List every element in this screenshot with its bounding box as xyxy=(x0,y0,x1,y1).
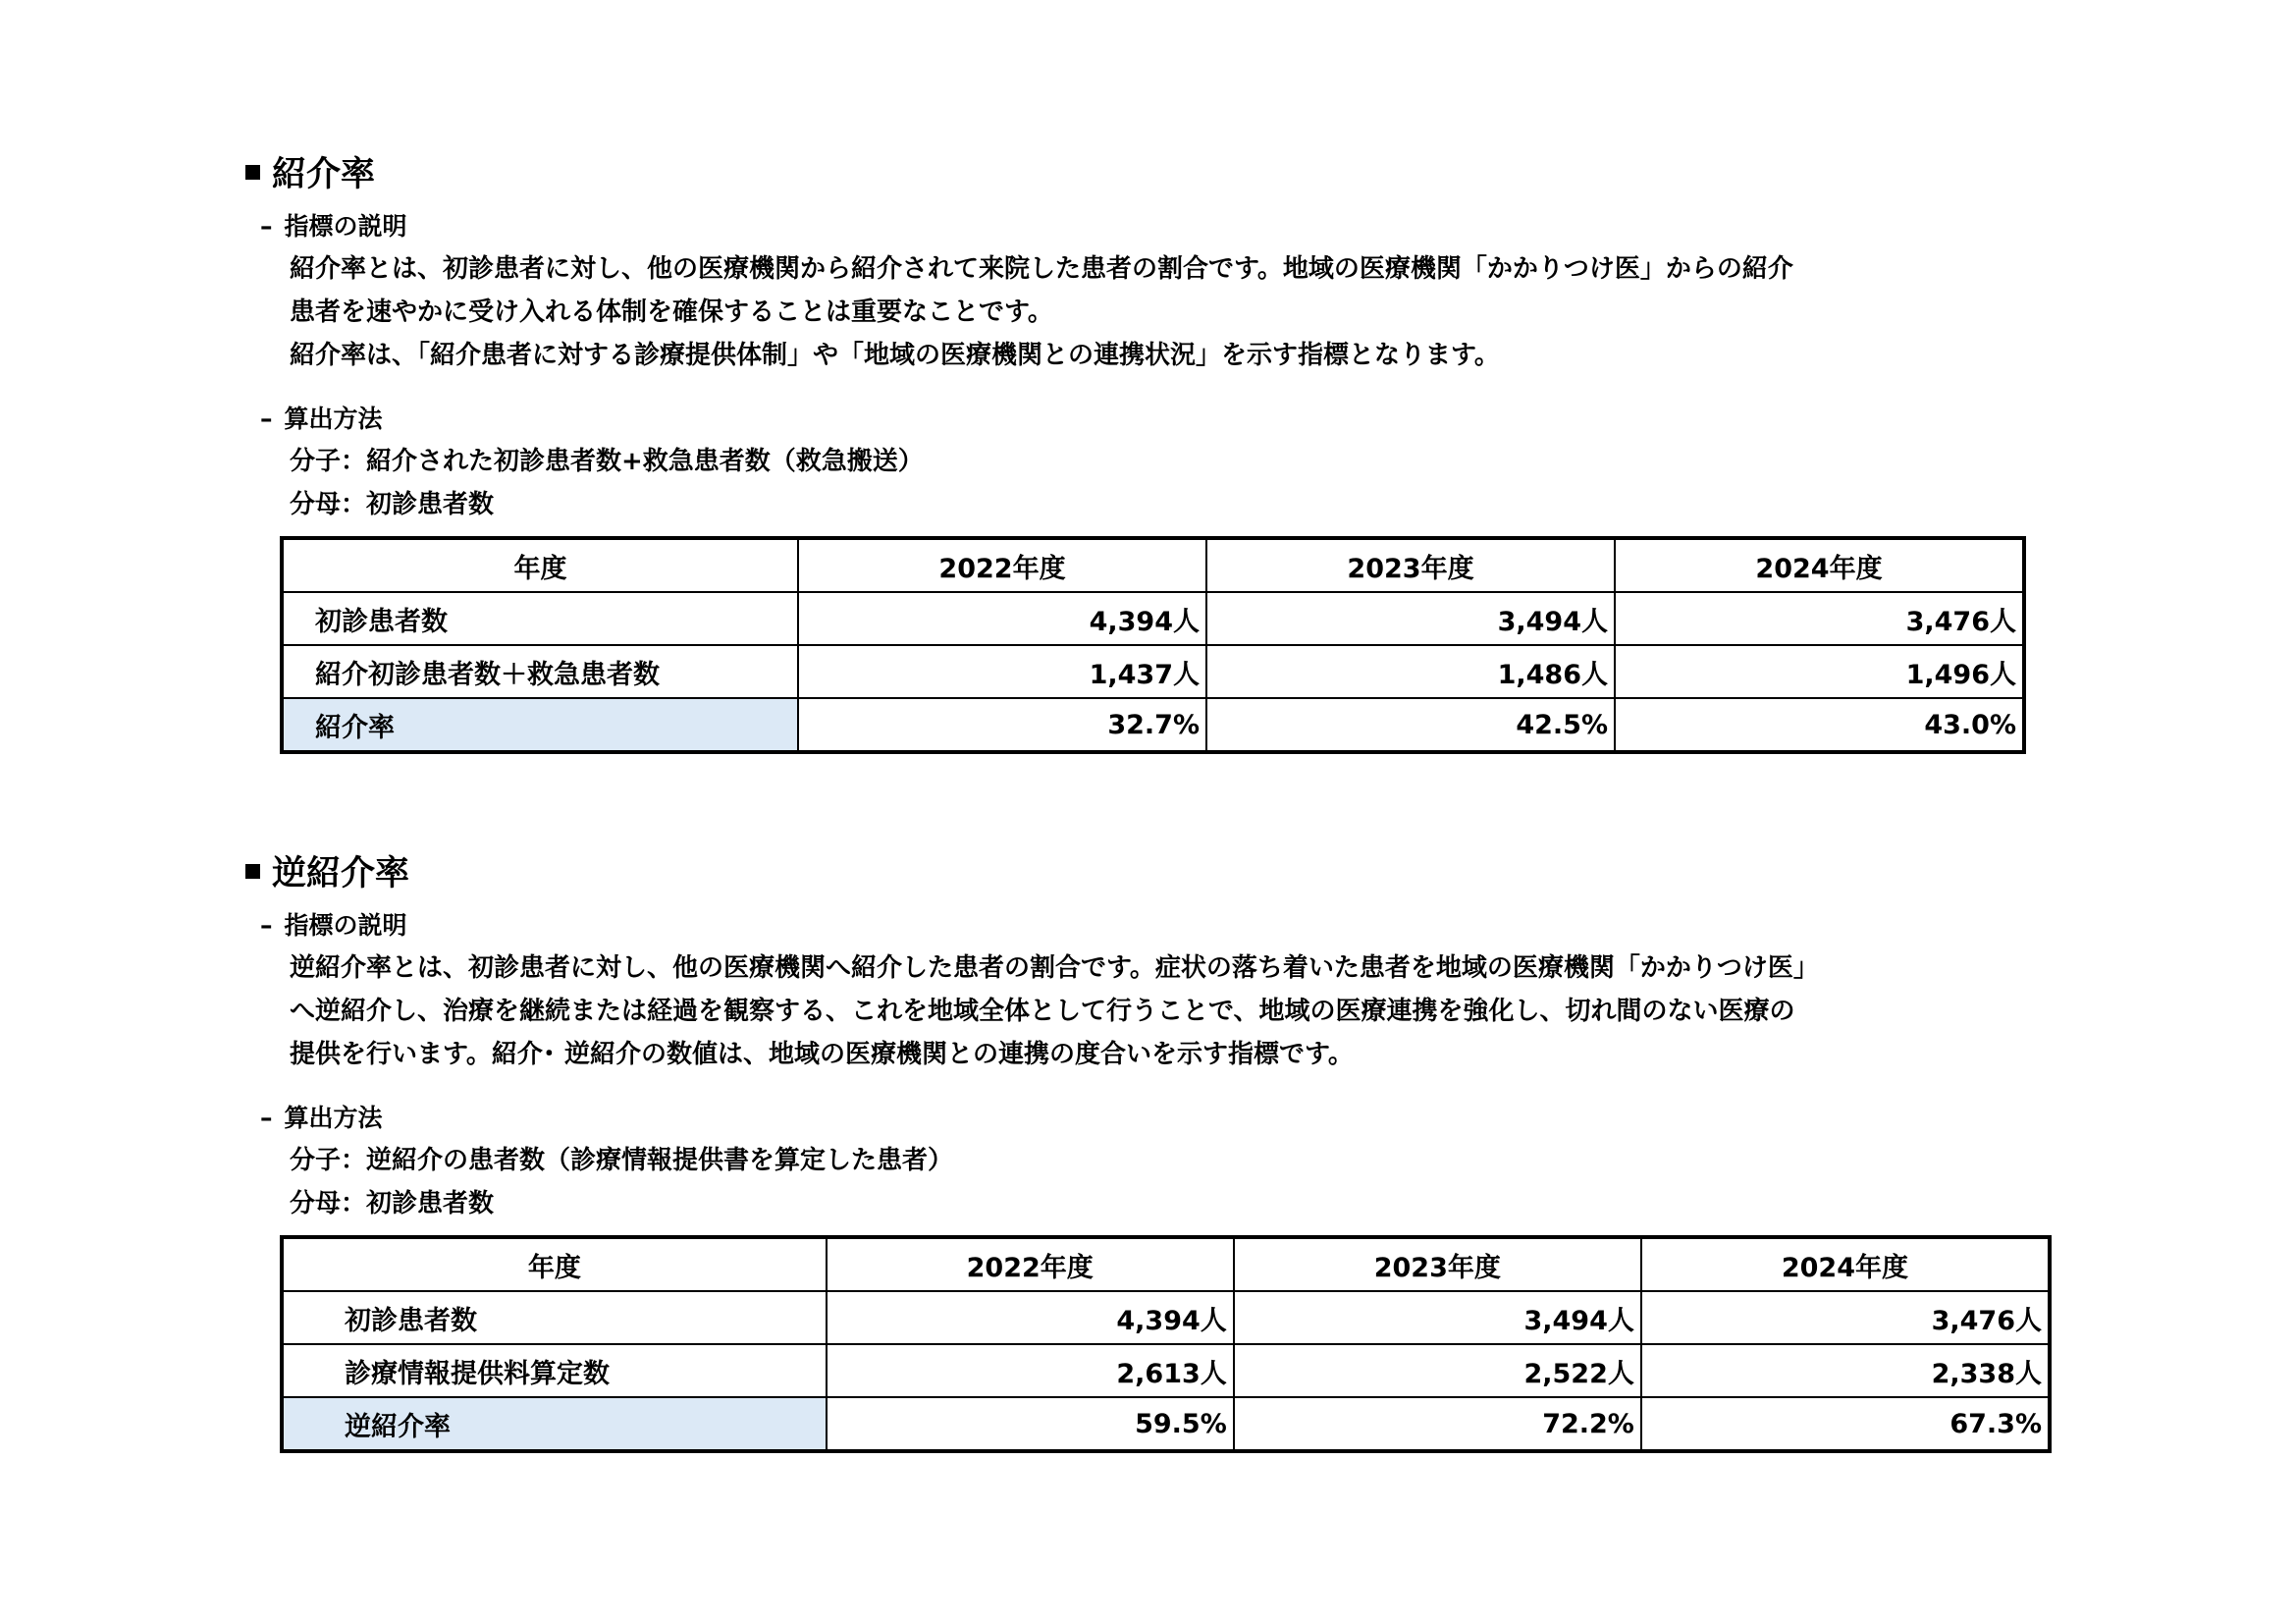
table-cell: 4,394人 xyxy=(827,1291,1234,1344)
denominator-text: 分母：初診患者数 xyxy=(290,490,495,519)
table-header-cell: 2023年度 xyxy=(1234,1237,1641,1291)
table-cell: 2,522人 xyxy=(1234,1344,1641,1397)
section-title-text: 逆紹介率 xyxy=(272,854,410,893)
table-header-cell: 2023年度 xyxy=(1206,538,1615,592)
table-row xyxy=(282,592,2024,645)
table-header-cell: 2022年度 xyxy=(798,538,1206,592)
row-label: 初診患者数 xyxy=(282,1291,827,1344)
description-line: 紹介率とは、初診患者に対し、他の医療機関から紹介されて来院した患者の割合です。地域の医療機関「かかりつけ医」からの紹介 xyxy=(290,254,1793,284)
table-cell: 72.2% xyxy=(1234,1397,1641,1451)
reverse-referral-rate-table xyxy=(280,1235,2052,1453)
description-line: 提供を行います。紹介･ 逆紹介の数値は、地域の医療機関との連携の度合いを示す指標です。 xyxy=(290,1040,1354,1069)
calculation-heading xyxy=(245,1098,2052,1139)
referral-rate-table xyxy=(280,536,2026,754)
table-cell: 32.7% xyxy=(798,698,1206,752)
row-label: 初診患者数 xyxy=(282,592,798,645)
square-bullet-icon xyxy=(245,864,260,879)
section-title xyxy=(245,147,2052,196)
calculation-heading-text: 算出方法 xyxy=(284,405,383,433)
table-cell: 2,338人 xyxy=(1641,1344,2050,1397)
square-bullet-icon xyxy=(245,165,260,180)
table-header-cell: 2024年度 xyxy=(1641,1237,2050,1291)
table-row xyxy=(282,1397,2050,1451)
numerator-text: 分子：逆紹介の患者数（診療情報提供書を算定した患者） xyxy=(290,1146,954,1175)
row-label: 診療情報提供料算定数 xyxy=(282,1344,827,1397)
table-cell: 3,476人 xyxy=(1615,592,2024,645)
table-row xyxy=(282,1291,2050,1344)
table-cell: 3,476人 xyxy=(1641,1291,2050,1344)
table-cell: 1,437人 xyxy=(798,645,1206,698)
table-cell: 3,494人 xyxy=(1234,1291,1641,1344)
table-cell: 1,486人 xyxy=(1206,645,1615,698)
table-cell: 3,494人 xyxy=(1206,592,1615,645)
table-cell: 67.3% xyxy=(1641,1397,2050,1451)
description-line: へ逆紹介し、治療を継続または経過を観察する、これを地域全体として行うことで、地域の医療連携を強化し、切れ間のない医療の xyxy=(290,997,1795,1026)
description-heading-text: 指標の説明 xyxy=(284,911,407,940)
dash-bullet-icon: – xyxy=(260,911,273,940)
row-label: 紹介率 xyxy=(282,698,798,752)
description-heading-text: 指標の説明 xyxy=(284,212,407,241)
table-header-cell: 年度 xyxy=(282,1237,827,1291)
description-paragraph xyxy=(245,947,2056,1076)
dash-bullet-icon: – xyxy=(260,212,273,241)
table-cell: 1,496人 xyxy=(1615,645,2024,698)
numerator-text: 分子：紹介された初診患者数+救急患者数（救急搬送） xyxy=(290,447,924,476)
table-cell: 59.5% xyxy=(827,1397,1234,1451)
table-row xyxy=(282,698,2024,752)
table-header-cell: 2024年度 xyxy=(1615,538,2024,592)
reverse-referral-rate-section xyxy=(245,846,2052,1453)
section-title xyxy=(245,846,2052,895)
dash-bullet-icon: – xyxy=(260,1104,273,1132)
table-row xyxy=(282,645,2024,698)
table-row xyxy=(282,1344,2050,1397)
description-paragraph xyxy=(245,247,2056,377)
table-cell: 2,613人 xyxy=(827,1344,1234,1397)
table-header-cell: 2022年度 xyxy=(827,1237,1234,1291)
table-cell: 42.5% xyxy=(1206,698,1615,752)
description-heading xyxy=(245,905,2052,947)
row-label: 逆紹介率 xyxy=(282,1397,827,1451)
table-cell: 4,394人 xyxy=(798,592,1206,645)
calculation-heading-text: 算出方法 xyxy=(284,1104,383,1132)
section-title-text: 紹介率 xyxy=(272,155,376,194)
description-line: 患者を速やかに受け入れる体制を確保することは重要なことです。 xyxy=(290,298,1053,327)
referral-rate-section xyxy=(245,147,2052,754)
denominator-text: 分母：初診患者数 xyxy=(290,1189,495,1218)
table-cell: 43.0% xyxy=(1615,698,2024,752)
table-header-row xyxy=(282,538,2024,592)
dash-bullet-icon: – xyxy=(260,405,273,433)
table-header-row xyxy=(282,1237,2050,1291)
table-header-cell: 年度 xyxy=(282,538,798,592)
row-label: 紹介初診患者数＋救急患者数 xyxy=(282,645,798,698)
calculation-heading xyxy=(245,399,2052,440)
description-heading xyxy=(245,206,2052,247)
description-line: 紹介率は、「紹介患者に対する診療提供体制」や「地域の医療機関との連携状況」を示す指標となります。 xyxy=(290,341,1500,370)
description-line: 逆紹介率とは、初診患者に対し、他の医療機関へ紹介した患者の割合です。症状の落ち着いた患者を地域の医療機関「かかりつけ医」 xyxy=(290,953,1819,983)
